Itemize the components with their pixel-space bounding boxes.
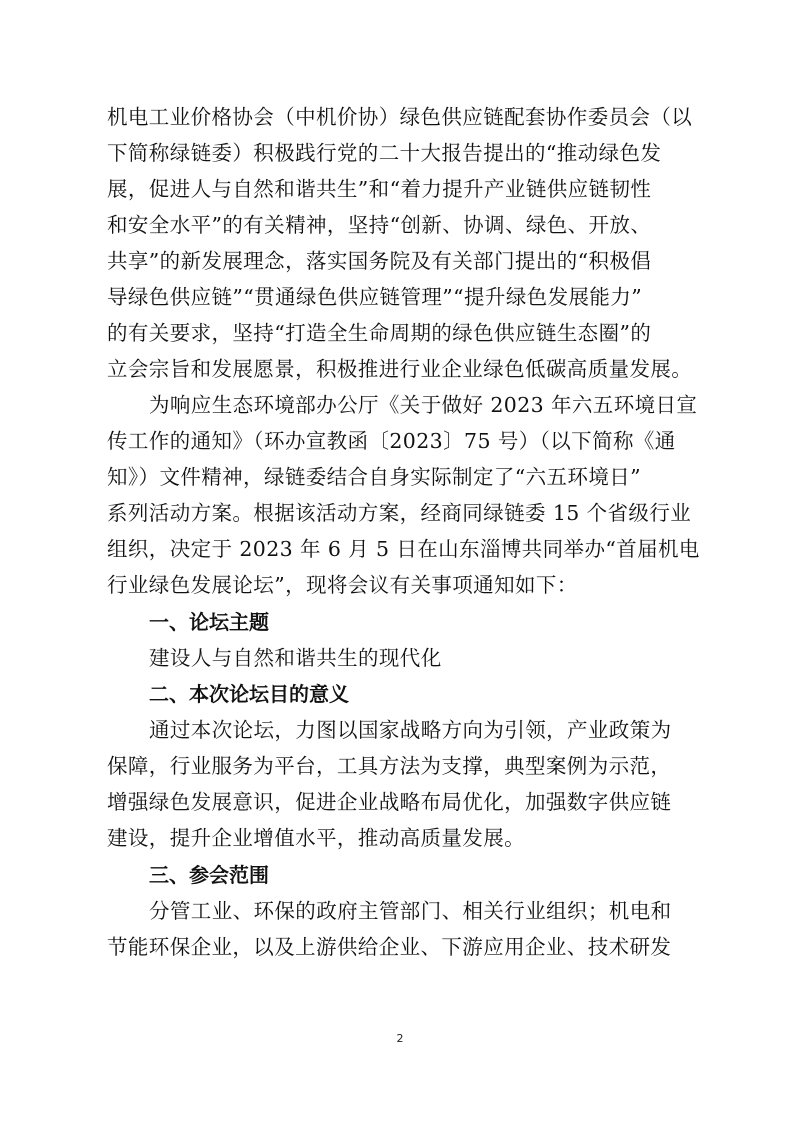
text-line: 增强绿色发展意识，促进企业战略布局优化，加强数字供应链 (107, 790, 672, 814)
text-line: 节能环保企业，以及上游供给企业、下游应用企业、技术研发 (107, 934, 672, 959)
section-heading: 二、本次论坛目的意义 (149, 682, 349, 706)
section-heading: 三、参会范围 (149, 862, 269, 887)
text-line: 建设，提升企业增值水平，推动高质量发展。 (107, 826, 525, 850)
paragraph-intro (107, 107, 697, 380)
text-line: 导绿色供应链”“贯通绿色供应链管理”“提升绿色发展能力” (107, 285, 643, 309)
page-number: 2 (396, 1032, 404, 1045)
text-line: 保障，行业服务为平台，工具方法为支撑，典型案例为示范， (107, 754, 672, 778)
section-attendees (107, 862, 697, 959)
text-line: 下简称绿链委）积极践行党的二十大报告提出的“推动绿色发 (107, 141, 662, 165)
text-line: 和安全水平”的有关精神，坚持“创新、协调、绿色、开放、 (107, 213, 652, 237)
text-line: 通过本次论坛，力图以国家战略方向为引领，产业政策为 (149, 718, 672, 742)
section-forum-purpose (107, 684, 697, 849)
text-line: 分管工业、环保的政府主管部门、相关行业组织；机电和 (149, 898, 672, 923)
text-line: 共享”的新发展理念，落实国务院及有关部门提出的“积极倡 (107, 249, 652, 273)
text-line: 立会宗旨和发展愿景，积极推进行业企业绿色低碳高质量发展。 (107, 357, 693, 381)
text-line: 为响应生态环境部办公厅《关于做好 2023 年六五环境日宣 (149, 393, 698, 417)
document-body (107, 98, 700, 959)
text-line: 建设人与自然和谐共生的现代化 (149, 645, 442, 670)
text-line: 机电工业价格协会（中机价协）绿色供应链配套协作委员会（以 (107, 105, 693, 129)
text-line: 知》）文件精神，绿链委结合自身实际制定了“六五环境日” (107, 465, 642, 489)
text-line: 系列活动方案。根据该活动方案，经商同绿链委 15 个省级行业 (107, 501, 692, 525)
text-line: 的有关要求，坚持“打造全生命周期的绿色供应链生态圈”的 (107, 321, 652, 345)
text-line: 传工作的通知》（环办宣教函〔2023〕75 号）（以下简称《通 (107, 429, 676, 453)
section-heading: 一、论坛主题 (149, 609, 269, 634)
text-line: 行业绿色发展论坛”，现将会议有关事项通知如下： (107, 573, 578, 597)
section-forum-theme (107, 609, 697, 670)
text-line: 展，促进人与自然和谐共生”和“着力提升产业链供应链韧性 (107, 177, 652, 201)
text-line: 组织，决定于 2023 年 6 月 5 日在山东淄博共同举办“首届机电 (107, 537, 700, 561)
paragraph-notice (107, 393, 700, 597)
